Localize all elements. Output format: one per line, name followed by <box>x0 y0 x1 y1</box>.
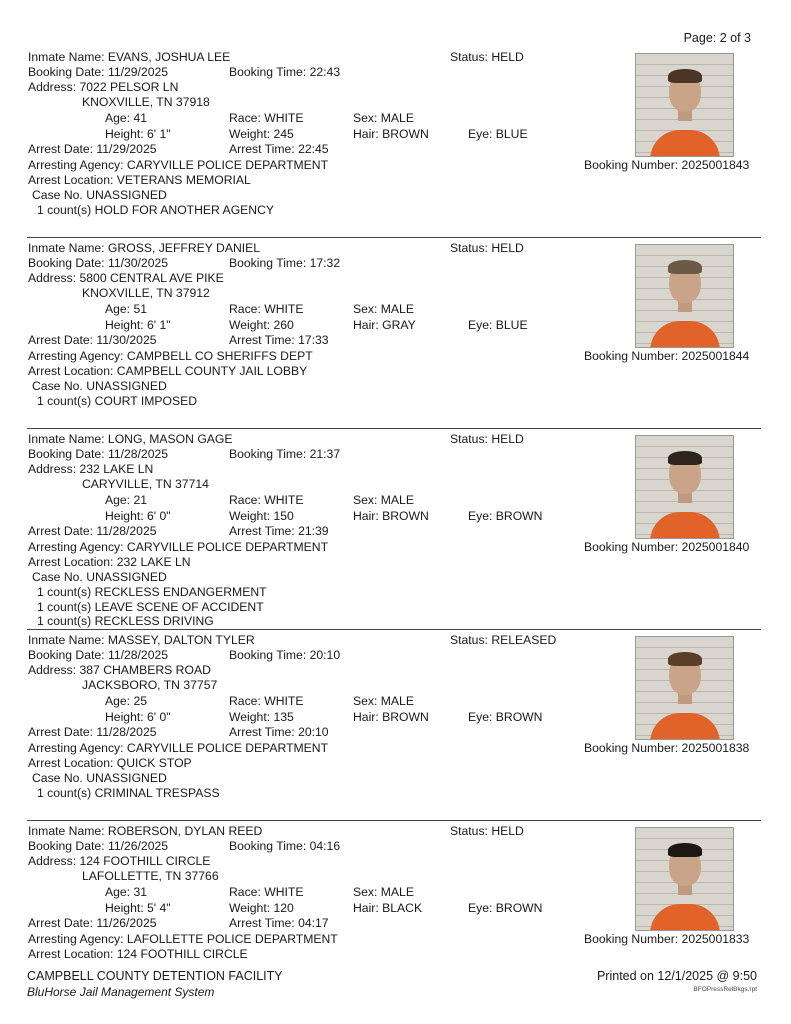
case-number: Case No. UNASSIGNED <box>32 570 167 584</box>
mugshot-photo <box>635 636 734 740</box>
arrest-location: Arrest Location: QUICK STOP <box>28 756 192 770</box>
booking-date: Booking Date: 11/30/2025 <box>28 256 169 270</box>
height: Height: 6' 0" <box>105 710 171 724</box>
height: Height: 6' 1" <box>105 127 171 141</box>
eye-color: Eye: BLUE <box>468 127 528 141</box>
record-divider <box>27 629 761 630</box>
eye-color: Eye: BLUE <box>468 318 528 332</box>
footer-report-file: BFOPressRelBkgs.rpt <box>693 986 757 993</box>
record-divider <box>27 237 761 238</box>
mugshot-photo <box>635 244 734 348</box>
address-line2: KNOXVILLE, TN 37918 <box>82 95 210 109</box>
status: Status: HELD <box>450 241 524 255</box>
page-number: Page: 2 of 3 <box>683 31 751 45</box>
address-line1: Address: 232 LAKE LN <box>28 462 154 476</box>
footer-system-name: BluHorse Jail Management System <box>27 985 215 999</box>
age: Age: 51 <box>105 302 148 316</box>
age: Age: 41 <box>105 111 148 125</box>
inmate-name: Inmate Name: LONG, MASON GAGE <box>28 432 233 446</box>
inmate-name: Inmate Name: MASSEY, DALTON TYLER <box>28 633 255 647</box>
arrest-date: Arrest Date: 11/30/2025 <box>28 333 157 347</box>
height: Height: 6' 0" <box>105 509 171 523</box>
address-line2: CARYVILLE, TN 37714 <box>82 477 209 491</box>
mugshot-photo <box>635 435 734 539</box>
case-number: Case No. UNASSIGNED <box>32 771 167 785</box>
sex: Sex: MALE <box>353 493 414 507</box>
hair: Hair: BROWN <box>353 127 429 141</box>
footer-facility: CAMPBELL COUNTY DETENTION FACILITY <box>27 969 283 983</box>
charge-line: 1 count(s) HOLD FOR ANOTHER AGENCY <box>37 203 275 217</box>
charge-line: 1 count(s) RECKLESS ENDANGERMENT <box>37 585 267 599</box>
arresting-agency: Arresting Agency: CAMPBELL CO SHERIFFS DEPT <box>28 349 313 363</box>
sex: Sex: MALE <box>353 302 414 316</box>
booking-time: Booking Time: 22:43 <box>229 65 341 79</box>
charge-line: 1 count(s) RECKLESS DRIVING <box>37 614 214 628</box>
eye-color: Eye: BROWN <box>468 901 543 915</box>
age: Age: 25 <box>105 694 148 708</box>
race: Race: WHITE <box>229 302 304 316</box>
arresting-agency: Arresting Agency: CARYVILLE POLICE DEPARTMENT <box>28 741 329 755</box>
booking-date: Booking Date: 11/26/2025 <box>28 839 169 853</box>
address-line1: Address: 5800 CENTRAL AVE PIKE <box>28 271 224 285</box>
arrest-date: Arrest Date: 11/28/2025 <box>28 725 157 739</box>
age: Age: 21 <box>105 493 148 507</box>
booking-date: Booking Date: 11/29/2025 <box>28 65 169 79</box>
arrest-date: Arrest Date: 11/29/2025 <box>28 142 157 156</box>
arrest-time: Arrest Time: 17:33 <box>229 333 329 347</box>
arrest-date: Arrest Date: 11/26/2025 <box>28 916 157 930</box>
eye-color: Eye: BROWN <box>468 509 543 523</box>
arrest-time: Arrest Time: 21:39 <box>229 524 329 538</box>
eye-color: Eye: BROWN <box>468 710 543 724</box>
booking-time: Booking Time: 17:32 <box>229 256 341 270</box>
booking-time: Booking Time: 21:37 <box>229 447 341 461</box>
address-line2: JACKSBORO, TN 37757 <box>82 678 218 692</box>
status: Status: RELEASED <box>450 633 557 647</box>
mugshot-photo <box>635 827 734 931</box>
weight: Weight: 245 <box>229 127 294 141</box>
address-line1: Address: 124 FOOTHILL CIRCLE <box>28 854 211 868</box>
weight: Weight: 260 <box>229 318 294 332</box>
record-divider <box>27 820 761 821</box>
charge-line: 1 count(s) COURT IMPOSED <box>37 394 198 408</box>
inmate-name: Inmate Name: GROSS, JEFFREY DANIEL <box>28 241 261 255</box>
booking-date: Booking Date: 11/28/2025 <box>28 447 169 461</box>
race: Race: WHITE <box>229 694 304 708</box>
hair: Hair: BROWN <box>353 509 429 523</box>
case-number: Case No. UNASSIGNED <box>32 188 167 202</box>
address-line1: Address: 7022 PELSOR LN <box>28 80 179 94</box>
race: Race: WHITE <box>229 885 304 899</box>
address-line2: LAFOLLETTE, TN 37766 <box>82 869 219 883</box>
status: Status: HELD <box>450 50 524 64</box>
booking-date: Booking Date: 11/28/2025 <box>28 648 169 662</box>
weight: Weight: 135 <box>229 710 294 724</box>
age: Age: 31 <box>105 885 148 899</box>
charge-line: 1 count(s) CRIMINAL TRESPASS <box>37 786 220 800</box>
race: Race: WHITE <box>229 493 304 507</box>
booking-number: Booking Number: 2025001833 <box>584 932 750 946</box>
status: Status: HELD <box>450 824 524 838</box>
hair: Hair: BROWN <box>353 710 429 724</box>
inmate-name: Inmate Name: EVANS, JOSHUA LEE <box>28 50 231 64</box>
height: Height: 6' 1" <box>105 318 171 332</box>
arrest-time: Arrest Time: 20:10 <box>229 725 329 739</box>
booking-time: Booking Time: 20:10 <box>229 648 341 662</box>
booking-number: Booking Number: 2025001843 <box>584 158 750 172</box>
sex: Sex: MALE <box>353 694 414 708</box>
sex: Sex: MALE <box>353 885 414 899</box>
booking-number: Booking Number: 2025001840 <box>584 540 750 554</box>
arresting-agency: Arresting Agency: LAFOLLETTE POLICE DEPARTMENT <box>28 932 338 946</box>
hair: Hair: GRAY <box>353 318 416 332</box>
arrest-location: Arrest Location: 232 LAKE LN <box>28 555 191 569</box>
charge-line: 1 count(s) LEAVE SCENE OF ACCIDENT <box>37 599 264 614</box>
weight: Weight: 150 <box>229 509 294 523</box>
arrest-time: Arrest Time: 22:45 <box>229 142 329 156</box>
hair: Hair: BLACK <box>353 901 423 915</box>
booking-number: Booking Number: 2025001838 <box>584 741 750 755</box>
sex: Sex: MALE <box>353 111 414 125</box>
record-divider <box>27 428 761 429</box>
race: Race: WHITE <box>229 111 304 125</box>
arrest-time: Arrest Time: 04:17 <box>229 916 329 930</box>
weight: Weight: 120 <box>229 901 294 915</box>
booking-number: Booking Number: 2025001844 <box>584 349 750 363</box>
arrest-location: Arrest Location: 124 FOOTHILL CIRCLE <box>28 947 248 961</box>
arresting-agency: Arresting Agency: CARYVILLE POLICE DEPARTMENT <box>28 540 329 554</box>
mugshot-photo <box>635 53 734 157</box>
address-line2: KNOXVILLE, TN 37912 <box>82 286 210 300</box>
footer-printed-date: Printed on 12/1/2025 @ 9:50 <box>596 969 757 983</box>
status: Status: HELD <box>450 432 524 446</box>
arrest-date: Arrest Date: 11/28/2025 <box>28 524 157 538</box>
booking-time: Booking Time: 04:16 <box>229 839 341 853</box>
address-line1: Address: 387 CHAMBERS ROAD <box>28 663 211 677</box>
arrest-location: Arrest Location: VETERANS MEMORIAL <box>28 173 251 187</box>
height: Height: 5' 4" <box>105 901 171 915</box>
arresting-agency: Arresting Agency: CARYVILLE POLICE DEPARTMENT <box>28 158 329 172</box>
case-number: Case No. UNASSIGNED <box>32 379 167 393</box>
arrest-location: Arrest Location: CAMPBELL COUNTY JAIL LOBBY <box>28 364 308 378</box>
inmate-name: Inmate Name: ROBERSON, DYLAN REED <box>28 824 263 838</box>
